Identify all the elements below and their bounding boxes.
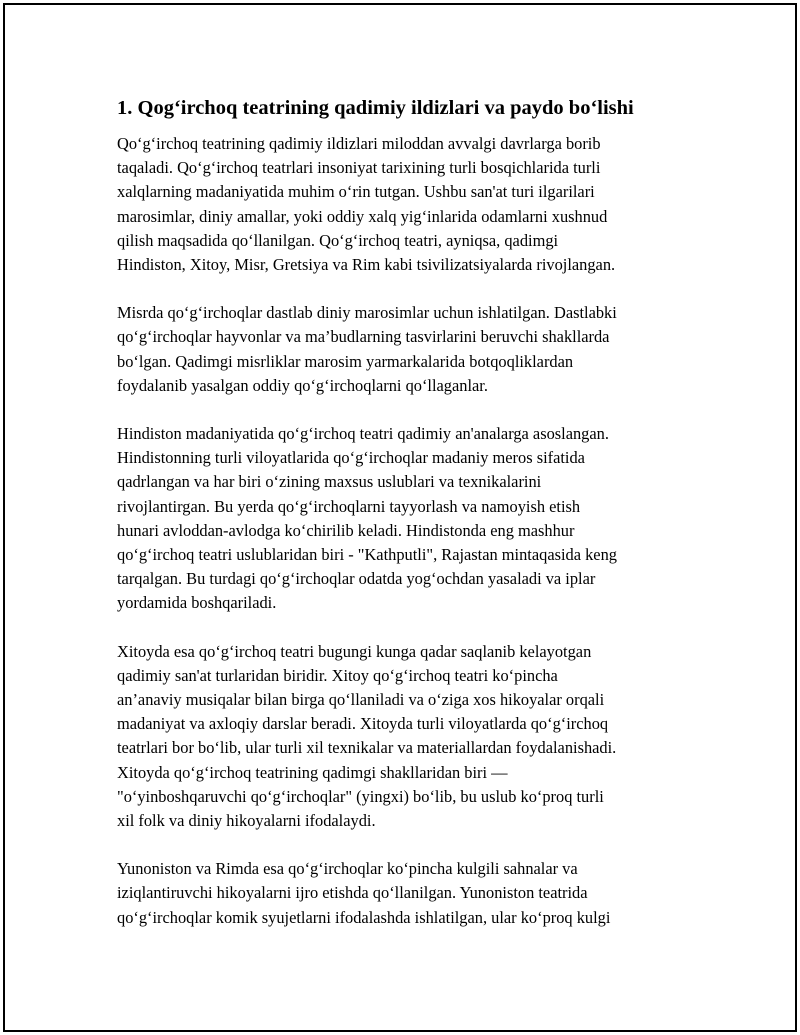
text-line: hunari avloddan-avlodga ko‘chirilib keladi. Hindistonda eng mashhur — [117, 520, 575, 540]
text-line: bo‘lgan. Qadimgi misrliklar marosim yarmarkalarida botqoqliklardan — [117, 351, 574, 371]
text-line: xalqlarning madaniyatida muhim o‘rin tutgan. Ushbu san'at turi ilgarilari — [117, 182, 595, 202]
text-line: iziqlantiruvchi hikoyalarni ijro etishda qo‘llanilgan. Yunoniston teatrida — [117, 883, 588, 903]
text-line: Hindistonning turli viloyatlarida qo‘g‘irchoqlar madaniy meros sifatida — [117, 448, 585, 468]
text-line: Misrda qo‘g‘irchoqlar dastlab diniy marosimlar uchun ishlatilgan. Dastlabki — [117, 303, 617, 323]
text-line: madaniyat va axloqiy darslar beradi. Xitoyda turli viloyatlarda qo‘g‘irchoq — [117, 714, 609, 734]
paragraph-greece-rome — [117, 857, 687, 930]
text-line: qadimiy san'at turlaridan biridir. Xitoy qo‘g‘irchoq teatri ko‘pincha — [117, 665, 558, 685]
text-line: "o‘yinboshqaruvchi qo‘g‘irchoqlar" (yingxi) bo‘lib, bu uslub ko‘proq turli — [117, 786, 604, 806]
text-line: qadrlangan va har biri o‘zining maxsus uslublari va texnikalarini — [117, 472, 542, 492]
text-line: marosimlar, diniy amallar, yoki oddiy xalq yig‘inlarida odamlarni xushnud — [117, 206, 608, 226]
paragraph-origins — [117, 132, 687, 277]
text-line: qo‘g‘irchoqlar komik syujetlarni ifodalashda ishlatilgan, ular ko‘proq kulgi — [117, 907, 611, 927]
text-line: foydalanib yasalgan oddiy qo‘g‘irchoqlarni qo‘llaganlar. — [117, 375, 488, 395]
paragraph-egypt — [117, 301, 687, 398]
section-heading: 1. Qog‘irchoq teatrining qadimiy ildizlari va paydo bo‘lishi — [117, 97, 634, 119]
text-line: Qo‘g‘irchoq teatrining qadimiy ildizlari miloddan avvalgi davrlarga borib — [117, 134, 601, 153]
text-line: Yunoniston va Rimda esa qo‘g‘irchoqlar ko‘pincha kulgili sahnalar va — [117, 859, 578, 879]
paragraph-india — [117, 422, 687, 616]
text-line: Xitoyda esa qo‘g‘irchoq teatri bugungi kunga qadar saqlanib kelayotgan — [117, 641, 592, 661]
text-line: qo‘g‘irchoqlar hayvonlar va ma’budlarning tasvirlarini beruvchi shakllarda — [117, 327, 610, 347]
text-line: tarqalgan. Bu turdagi qo‘g‘irchoqlar odatda yog‘ochdan yasaladi va iplar — [117, 569, 596, 589]
text-line: Hindiston madaniyatida qo‘g‘irchoq teatri qadimiy an'analarga asoslangan. — [117, 424, 609, 444]
paragraph-china — [117, 640, 687, 834]
text-line: Hindiston, Xitoy, Misr, Gretsiya va Rim kabi tsivilizatsiyalarda rivojlangan. — [117, 255, 616, 275]
document-body — [117, 94, 687, 954]
text-line: qilish maqsadida qo‘llanilgan. Qo‘g‘irchoq teatri, ayniqsa, qadimgi — [117, 230, 559, 250]
text-line: yordamida boshqariladi. — [117, 593, 277, 613]
text-line: taqaladi. Qo‘g‘irchoq teatrlari insoniyat tarixining turli bosqichlarida turli — [117, 158, 601, 178]
text-line: rivojlantirgan. Bu yerda qo‘g‘irchoqlarni tayyorlash va namoyish etish — [117, 496, 581, 516]
text-line: xil folk va diniy hikoyalarni ifodalaydi. — [117, 811, 376, 831]
text-line: an’anaviy musiqalar bilan birga qo‘llaniladi va o‘ziga xos hikoyalar orqali — [117, 690, 605, 710]
text-line: qo‘g‘irchoq teatri uslublaridan biri - "Kathputli", Rajastan mintaqasida keng — [117, 545, 617, 565]
text-line: teatrlari bor bo‘lib, ular turli xil texnikalar va materiallardan foydalanishadi. — [117, 738, 617, 758]
text-line: Xitoyda qo‘g‘irchoq teatrining qadimgi shakllaridan biri — — [117, 762, 508, 782]
